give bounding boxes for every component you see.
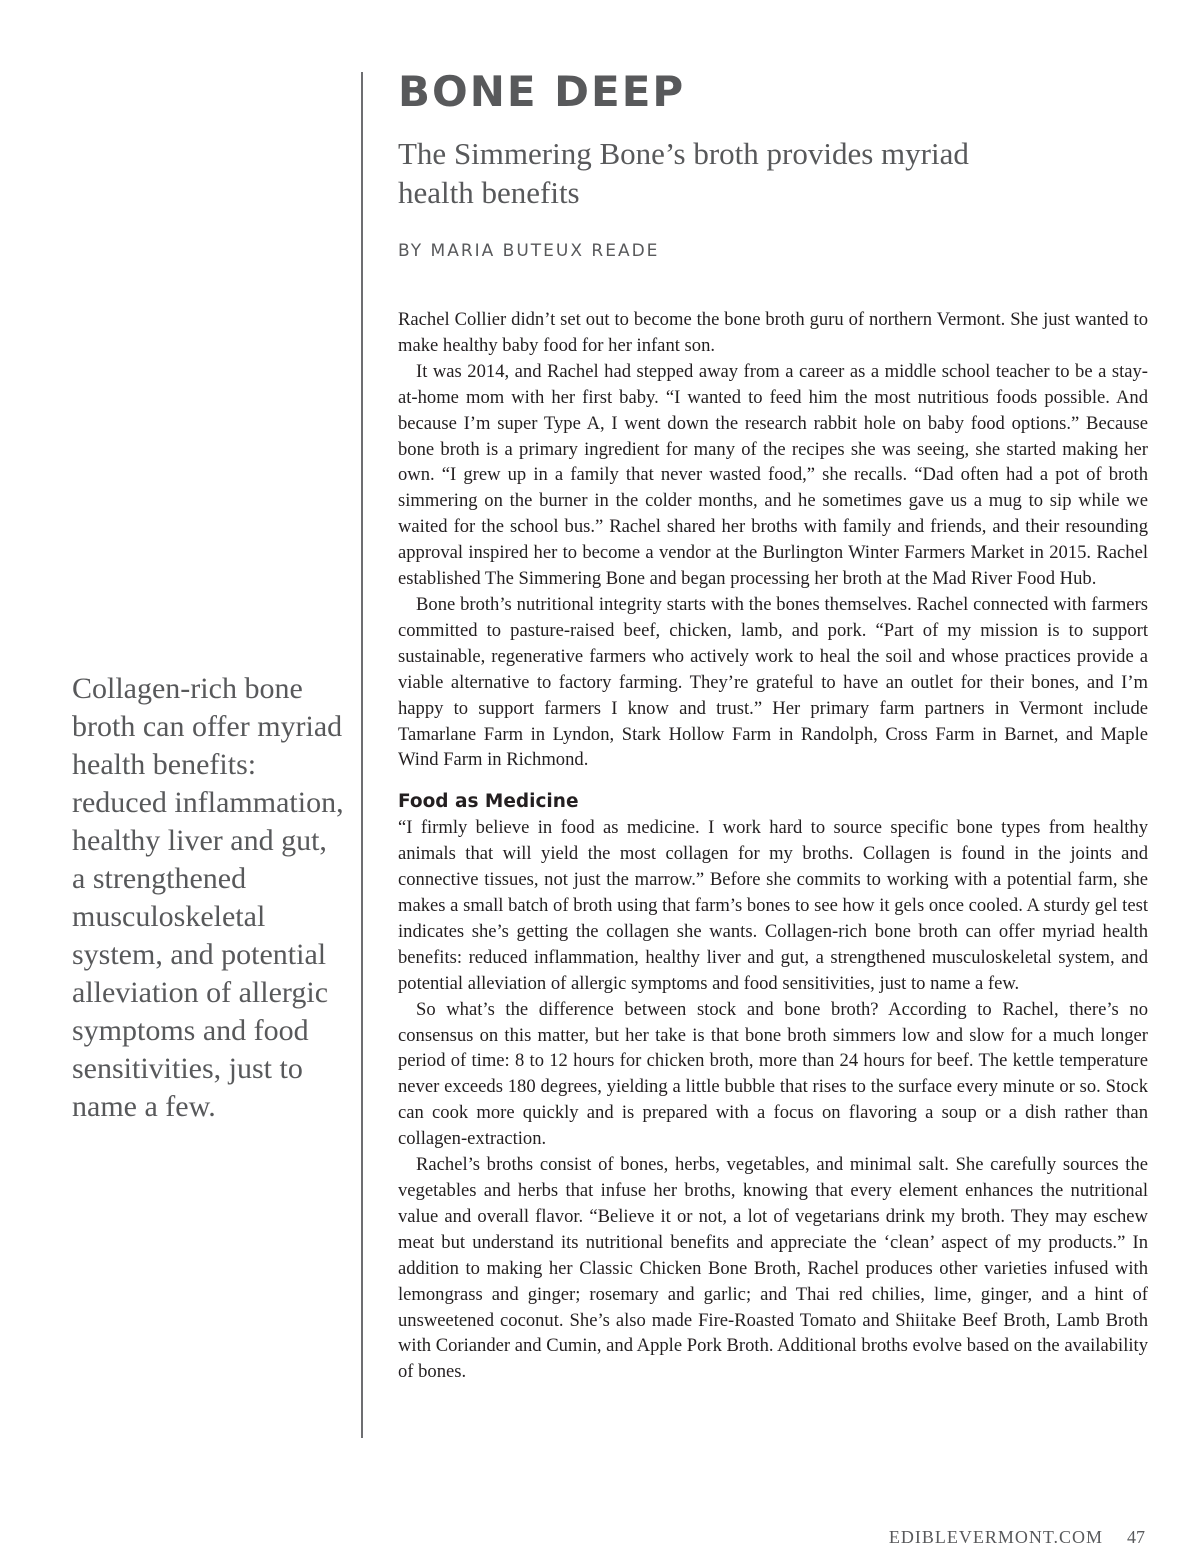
body-paragraph: Rachel Collier didn’t set out to become the bone broth guru of northern Vermont. She just wanted to make healthy baby food for her infant son. bbox=[398, 309, 1148, 356]
body-paragraph: It was 2014, and Rachel had stepped away from a career as a middle school teacher to be a stay-at-home mom with her first baby. “I wanted to feed him the most nutritious foods possible. And because I’m super Type A, I went down the research rabbit hole on baby food options.” Because bone broth is a primary ingredient for many of the recipes she was seeing, she started making her own. “I grew up in a family that never wasted food,” she recalls. “Dad often had a pot of broth simmering on the burner in the colder months, and he sometimes gave us a mug to sip while we waited for the school bus.” Rachel shared her broths with family and friends, and their resounding approval inspired her to become a vendor at the Burlington Winter Farmers Market in 2015. Rachel established The Simmering Bone and began processing her broth at the Mad River Food Hub. bbox=[398, 360, 1148, 590]
body-paragraph: Bone broth’s nutritional integrity starts with the bones themselves. Rachel connected with farmers committed to pasture-raised beef, chicken, lamb, and pork. “Part of my mission is to support sustainable, regenerative farmers who actively work to heal the soil and whose practices provide a viable alternative to factory farming. They’re grateful to have an outlet for their bones, and I’m happy to support farmers I know and trust.” Her primary farm partners in Vermont include Tamarlane Farm in Lyndon, Stark Hollow Farm in Randolph, Cross Farm in Barnet, and Maple Wind Farm in Richmond. bbox=[398, 593, 1148, 771]
column-divider bbox=[361, 72, 363, 1438]
article-byline: BY MARIA BUTEUX READE bbox=[398, 241, 660, 261]
pull-quote: Collagen-rich bone broth can offer myriad health benefits: reduced inflammation, healthy liver and gut, a strengthened musculoskeletal system, and potential alleviation of allergic symptoms and food sensitivities, just to name a few. bbox=[72, 672, 344, 1123]
footer-site: EDIBLEVERMONT.COM bbox=[888, 1527, 1103, 1547]
page-footer bbox=[889, 1527, 1145, 1548]
page-number: 47 bbox=[1127, 1527, 1145, 1547]
body-paragraph: So what’s the difference between stock and bone broth? According to Rachel, there’s no consensus on this matter, but her take is that bone broth simmers low and slow for a much longer period of time: 8 to 12 hours for chicken broth, more than 24 hours for beef. The kettle temperature never exceeds 180 degrees, yielding a little bubble that rises to the surface every minute or so. Stock can cook more quickly and is prepared with a focus on flavoring a soup or a dish rather than collagen-extraction. bbox=[398, 998, 1148, 1150]
body-paragraph: “I firmly believe in food as medicine. I work hard to source specific bone types from healthy animals that will yield the most collagen for my broths. Collagen is found in the joints and connective tissues, not just the marrow.” Before she commits to working with a potential farm, she makes a small batch of broth using that farm’s bones to see how it gels once cooled. A sturdy gel test indicates she’s getting the collagen she wants. Collagen-rich bone broth can offer myriad health benefits: reduced inflammation, healthy liver and gut, a strengthened musculoskeletal system, and potential alleviation of allergic symptoms and food sensitivities, just to name a few. bbox=[398, 817, 1148, 994]
article-body bbox=[398, 307, 1148, 1385]
article-title: BONE DEEP bbox=[398, 67, 686, 116]
section-heading: Food as Medicine bbox=[398, 791, 579, 813]
body-paragraph: Rachel’s broths consist of bones, herbs, vegetables, and minimal salt. She carefully sources the vegetables and herbs that infuse her broths, knowing that every element enhances the nutritional value and overall flavor. “Believe it or not, a lot of vegetarians drink my broth. They may eschew meat but understand its nutritional benefits and appreciate the ‘clean’ aspect of my products.” In addition to making her Classic Chicken Bone Broth, Rachel produces other varieties infused with lemongrass and ginger; rosemary and garlic; and Thai red chilies, lime, ginger, and a hint of unsweetened coconut. She’s also made Fire-Roasted Tomato and Shiitake Beef Broth, Lamb Broth with Coriander and Cumin, and Apple Pork Broth. Additional broths evolve based on the availability of bones. bbox=[398, 1154, 1148, 1383]
article-subtitle: The Simmering Bone’s broth provides myriad health benefits bbox=[398, 136, 969, 210]
